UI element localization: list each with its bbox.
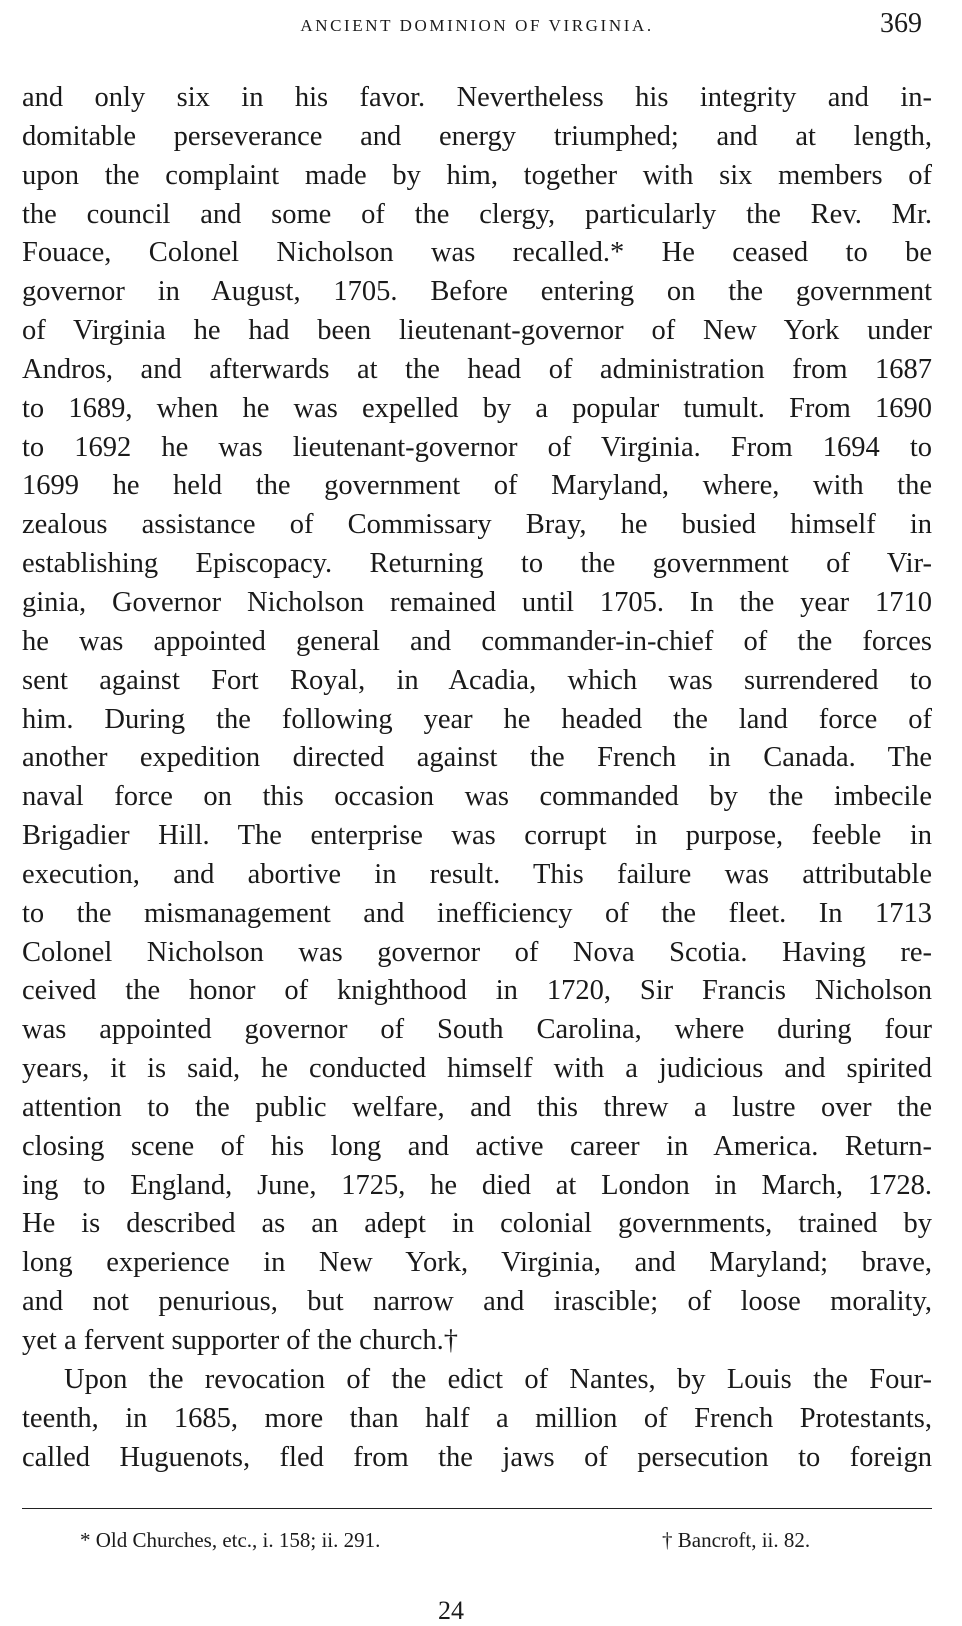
running-head [22,8,932,42]
text-line: Colonel Nicholson was governor of Nova Scotia. Having re- [22,936,932,968]
text-line: he was appointed general and commander-in-chief of the forces [22,625,932,657]
body-text [22,79,932,1477]
text-line: ing to England, June, 1725, he died at London in March, 1728. [22,1169,932,1201]
text-line: Brigadier Hill. The enterprise was corrupt in purpose, feeble in [22,820,932,852]
text-line: the council and some of the clergy, particularly the Rev. Mr. [22,198,932,230]
text-line: to 1692 he was lieutenant-governor of Virginia. From 1694 to [22,431,932,463]
text-line: him. During the following year he headed the land force of [22,703,932,735]
text-line: domitable perseverance and energy triumphed; and at length, [22,120,932,152]
text-line: called Huguenots, fled from the jaws of persecution to foreign [22,1441,932,1473]
text-line: of Virginia he had been lieutenant-governor of New York under [22,315,932,347]
text-line: closing scene of his long and active career in America. Return- [22,1130,932,1162]
footnote-dagger: † Bancroft, ii. 82. [662,1528,811,1552]
text-line: to 1689, when he was expelled by a popular tumult. From 1690 [22,392,932,424]
footnote-divider [22,1508,932,1509]
text-line: naval force on this occasion was commanded by the imbecile [22,781,932,813]
text-line: another expedition directed against the French in Canada. The [22,742,932,774]
text-line: teenth, in 1685, more than half a million of French Protestants, [22,1402,932,1434]
text-line: to the mismanagement and inefficiency of the fleet. In 1713 [22,897,932,929]
text-line: Fouace, Colonel Nicholson was recalled.* He ceased to be [22,237,932,269]
page-number: 369 [880,8,922,39]
text-line: upon the complaint made by him, together with six members of [22,159,932,191]
text-line: He is described as an adept in colonial governments, trained by [22,1208,932,1240]
paragraph-start-line: Upon the revocation of the edict of Nantes, by Louis the Four- [64,1363,932,1395]
running-title: ANCIENT DOMINION OF VIRGINIA. [300,16,654,35]
text-line: attention to the public welfare, and this threw a lustre over the [22,1091,932,1123]
footnote-asterisk: * Old Churches, etc., i. 158; ii. 291. [80,1528,381,1552]
text-line: 1699 he held the government of Maryland, where, with the [22,470,932,502]
text-line: Andros, and afterwards at the head of administration from 1687 [22,353,932,385]
printer-signature-mark: 24 [438,1596,464,1625]
paragraph-end-line: yet a fervent supporter of the church.† [22,1325,459,1356]
text-line: and not penurious, but narrow and irascible; of loose morality, [22,1286,932,1318]
footnotes [22,1520,932,1560]
text-line: ginia, Governor Nicholson remained until 1705. In the year 1710 [22,586,932,618]
text-line: zealous assistance of Commissary Bray, he busied himself in [22,509,932,541]
text-line: and only six in his favor. Nevertheless his integrity and in- [22,82,932,113]
text-line: years, it is said, he conducted himself with a judicious and spirited [22,1053,932,1085]
text-line: was appointed governor of South Carolina, where during four [22,1014,932,1046]
text-line: execution, and abortive in result. This failure was attributable [22,858,932,890]
text-line: governor in August, 1705. Before entering on the government [22,276,932,308]
text-line: sent against Fort Royal, in Acadia, which was surrendered to [22,664,932,696]
text-line: establishing Episcopacy. Returning to the government of Vir- [22,548,932,580]
text-line: ceived the honor of knighthood in 1720, Sir Francis Nicholson [22,975,932,1007]
text-line: long experience in New York, Virginia, and Maryland; brave, [22,1247,932,1279]
